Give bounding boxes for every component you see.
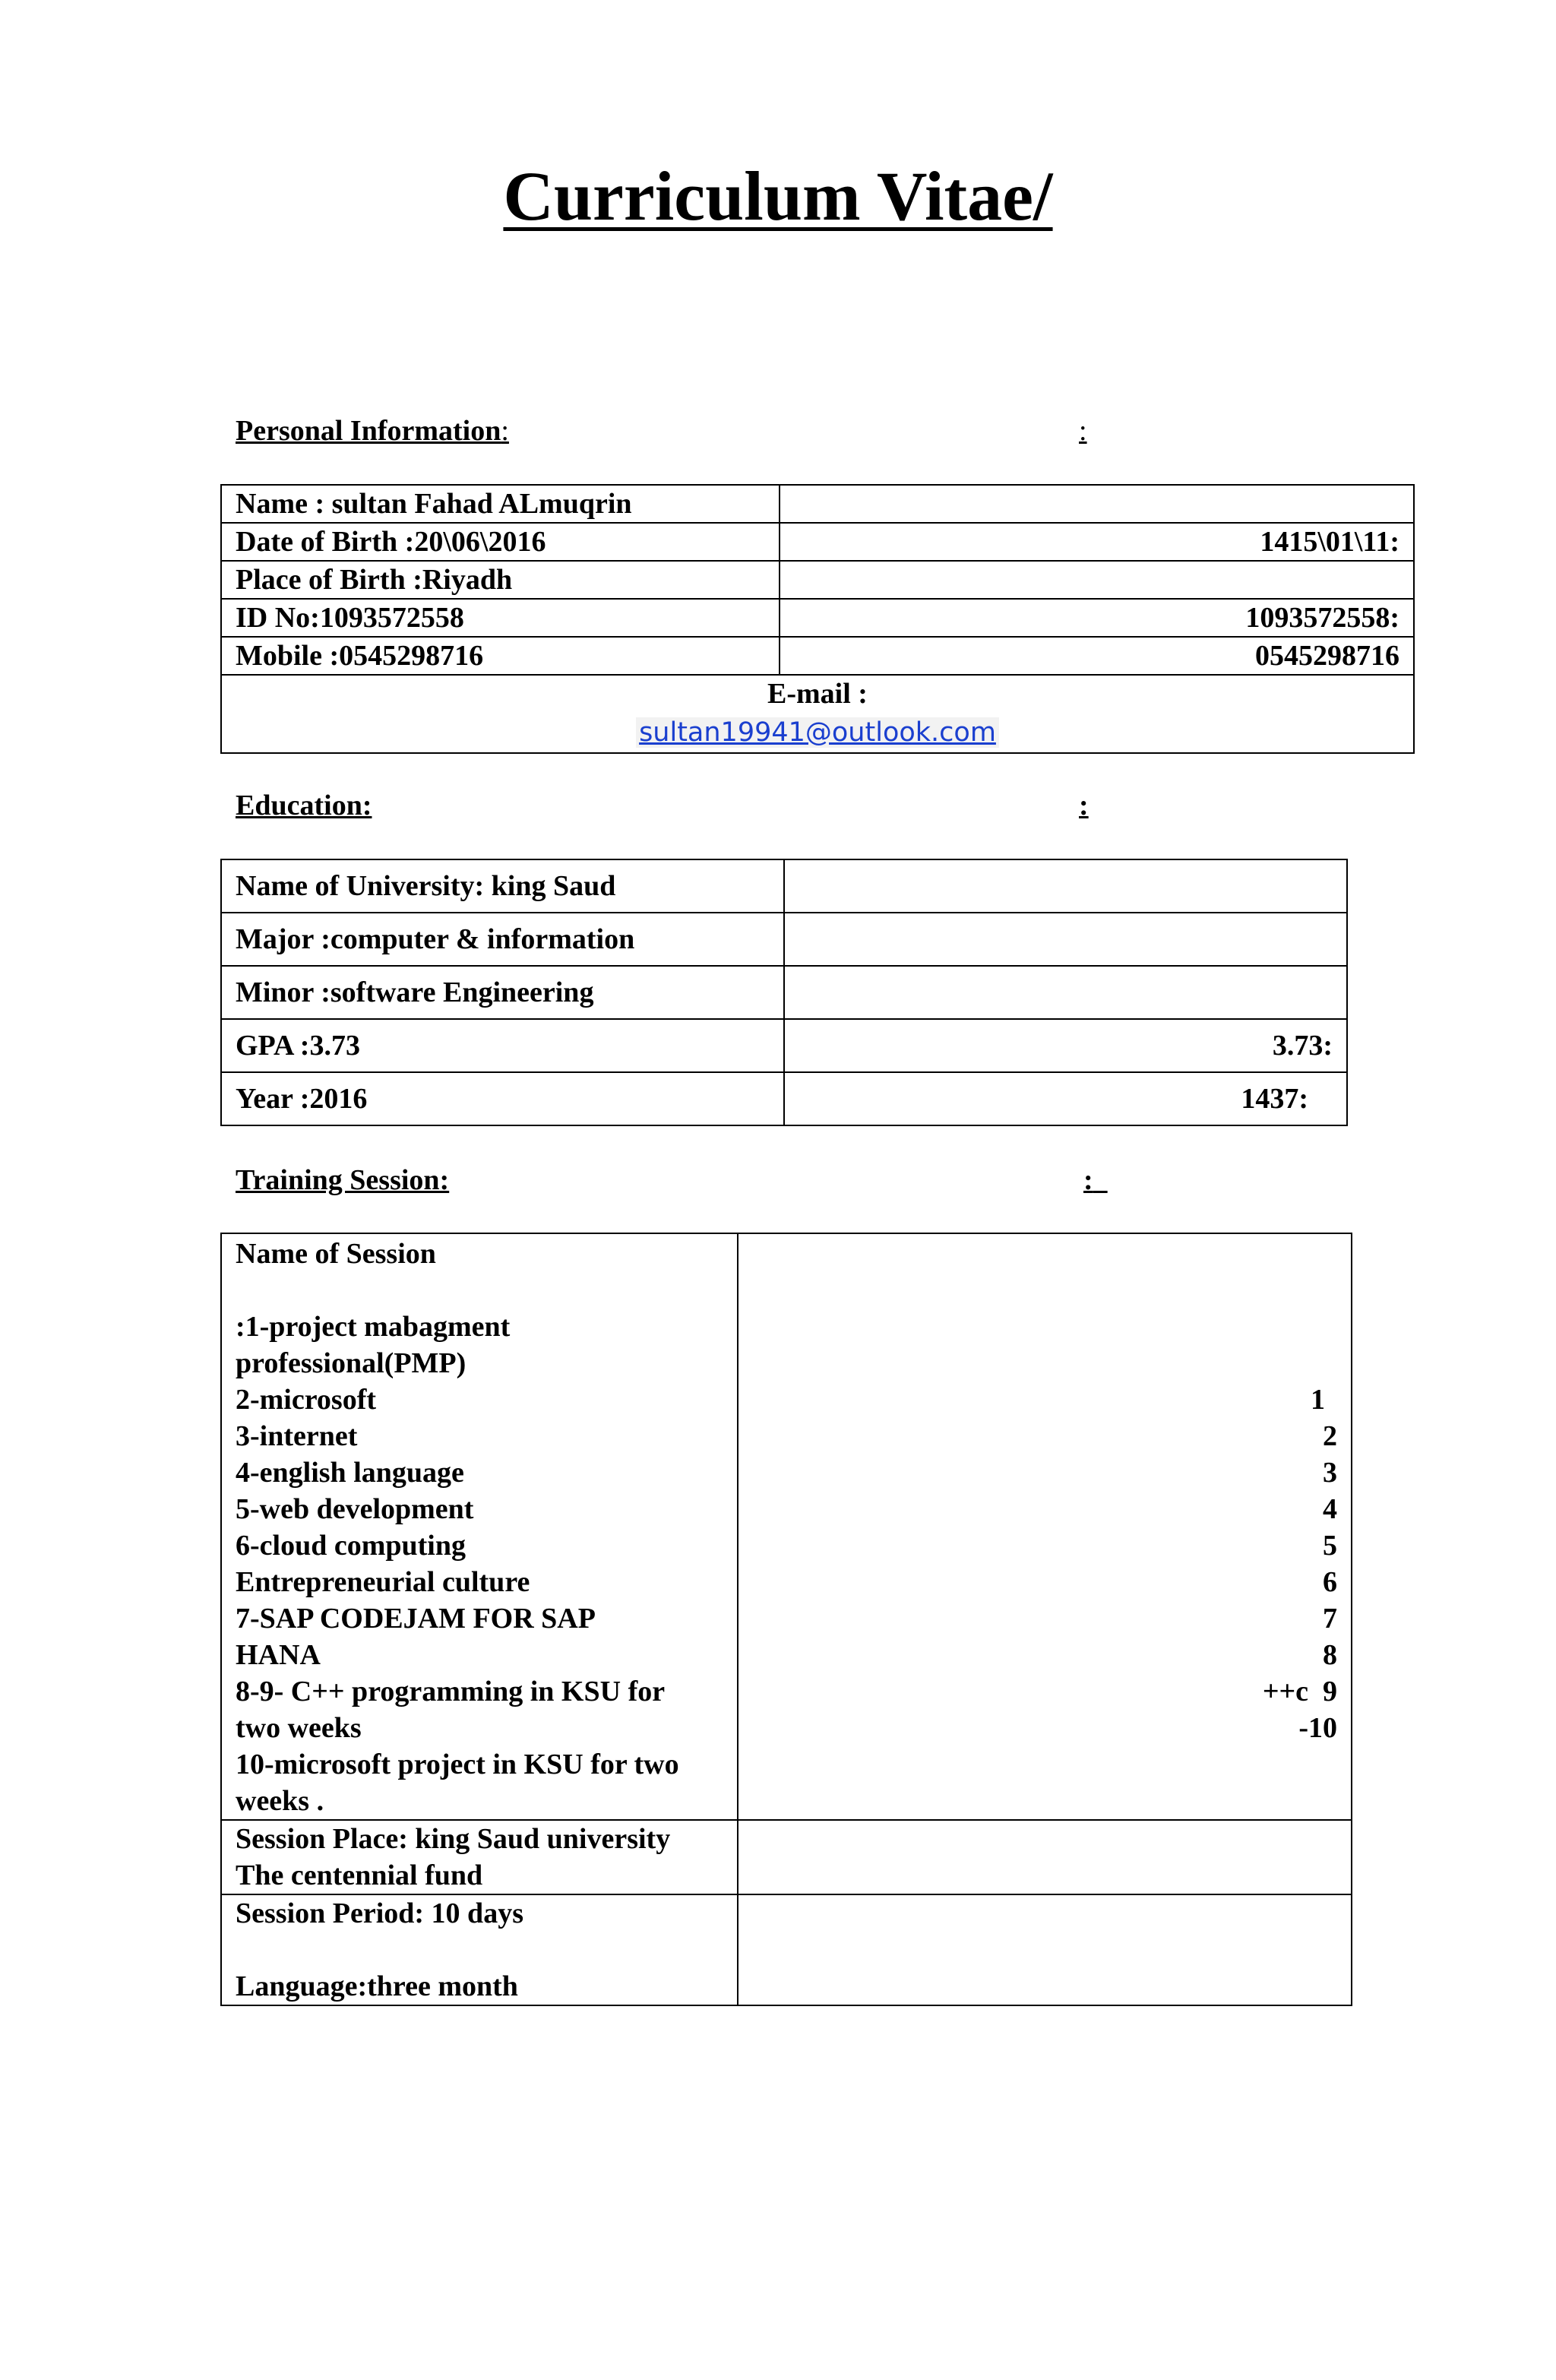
- session-names-cell: [221, 1233, 738, 1820]
- session-line: :1-project mabagment: [236, 1311, 511, 1343]
- year-cell: Year :2016: [221, 1072, 784, 1125]
- mobile-cell: Mobile :0545298716: [221, 637, 780, 675]
- id-cell: ID No:1093572558: [221, 599, 780, 637]
- personal-info-table: [220, 484, 1415, 754]
- session-line: 6-cloud computing: [236, 1530, 466, 1562]
- session-number: -10: [1298, 1712, 1337, 1744]
- session-number: 7: [1323, 1603, 1337, 1635]
- session-line: 4-english language: [236, 1457, 464, 1489]
- minor-cell: Minor :software Engineering: [221, 966, 784, 1019]
- university-cell: Name of University: king Saud: [221, 859, 784, 913]
- table-row: [221, 913, 1347, 966]
- session-line: two weeks: [236, 1712, 362, 1744]
- birthplace-cell-right: [780, 561, 1414, 599]
- mobile-cell-right: 0545298716: [780, 637, 1414, 675]
- training-heading: Training Session:: [236, 1164, 450, 1196]
- table-row: [221, 523, 1414, 561]
- page-title: Curriculum Vitae/: [503, 157, 1053, 235]
- session-number: 2: [1323, 1420, 1337, 1452]
- session-line: 7-SAP CODEJAM FOR SAP: [236, 1603, 596, 1635]
- table-row: [221, 1820, 1352, 1894]
- session-number: 5: [1323, 1530, 1337, 1562]
- table-row: [221, 485, 1414, 523]
- table-row: [221, 1894, 1352, 2005]
- session-label: Name of Session: [236, 1238, 436, 1270]
- gpa-cell-right: 3.73:: [784, 1019, 1347, 1072]
- session-line: professional(PMP): [236, 1347, 466, 1379]
- session-number: 3: [1323, 1457, 1337, 1489]
- session-number: ++c 9: [1262, 1676, 1337, 1707]
- dob-cell-right: 1415\01\11:: [780, 523, 1414, 561]
- session-line: weeks .: [236, 1785, 324, 1817]
- education-colon: :: [1079, 790, 1089, 821]
- session-period-label: Session Period: 10 days: [236, 1897, 523, 1929]
- gpa-cell: GPA :3.73: [221, 1019, 784, 1072]
- birthplace-cell: Place of Birth :Riyadh: [221, 561, 780, 599]
- session-place-label: Session Place: king Saud university: [236, 1823, 671, 1855]
- table-row: [221, 1233, 1352, 1820]
- education-table: [220, 859, 1348, 1126]
- session-numbers-cell: [738, 1233, 1352, 1820]
- id-cell-right: 1093572558:: [780, 599, 1414, 637]
- minor-cell-right: [784, 966, 1347, 1019]
- training-colon: :: [1083, 1164, 1093, 1196]
- table-row: [221, 637, 1414, 675]
- email-label: E-mail :: [767, 678, 868, 710]
- session-line: 5-web development: [236, 1493, 474, 1525]
- session-period-cell: [221, 1894, 738, 2005]
- name-cell-right: [780, 485, 1414, 523]
- personal-info-colon: :: [1079, 415, 1087, 447]
- session-number: 8: [1323, 1639, 1337, 1671]
- dob-cell: Date of Birth :20\06\2016: [221, 523, 780, 561]
- session-number: 1: [1311, 1384, 1325, 1416]
- session-line: 8-9- C++ programming in KSU for: [236, 1676, 666, 1707]
- education-heading: Education:: [236, 790, 372, 821]
- year-cell-right: 1437:: [784, 1072, 1347, 1125]
- session-line: 10-microsoft project in KSU for two: [236, 1749, 679, 1780]
- session-number: 4: [1323, 1493, 1337, 1525]
- table-row: [221, 561, 1414, 599]
- table-row: [221, 966, 1347, 1019]
- table-row: [221, 859, 1347, 913]
- university-cell-right: [784, 859, 1347, 913]
- session-place-cell: [221, 1820, 738, 1894]
- table-row: [221, 1072, 1347, 1125]
- personal-info-heading: Personal Information:: [236, 415, 509, 447]
- session-line: 2-microsoft: [236, 1384, 377, 1416]
- session-line: Entrepreneurial culture: [236, 1566, 530, 1598]
- training-table: [220, 1233, 1352, 2006]
- email-link[interactable]: sultan19941@outlook.com: [636, 717, 999, 748]
- session-line: 3-internet: [236, 1420, 358, 1452]
- session-place-line2: The centennial fund: [236, 1859, 483, 1891]
- table-row: [221, 599, 1414, 637]
- table-row: [221, 1019, 1347, 1072]
- table-row: [221, 675, 1414, 753]
- name-cell: Name : sultan Fahad ALmuqrin: [221, 485, 780, 523]
- major-cell: Major :computer & information: [221, 913, 784, 966]
- session-line: HANA: [236, 1639, 321, 1671]
- session-number: 6: [1323, 1566, 1337, 1598]
- major-cell-right: [784, 913, 1347, 966]
- email-cell: [221, 675, 1414, 753]
- language-label: Language:three month: [236, 1970, 518, 2002]
